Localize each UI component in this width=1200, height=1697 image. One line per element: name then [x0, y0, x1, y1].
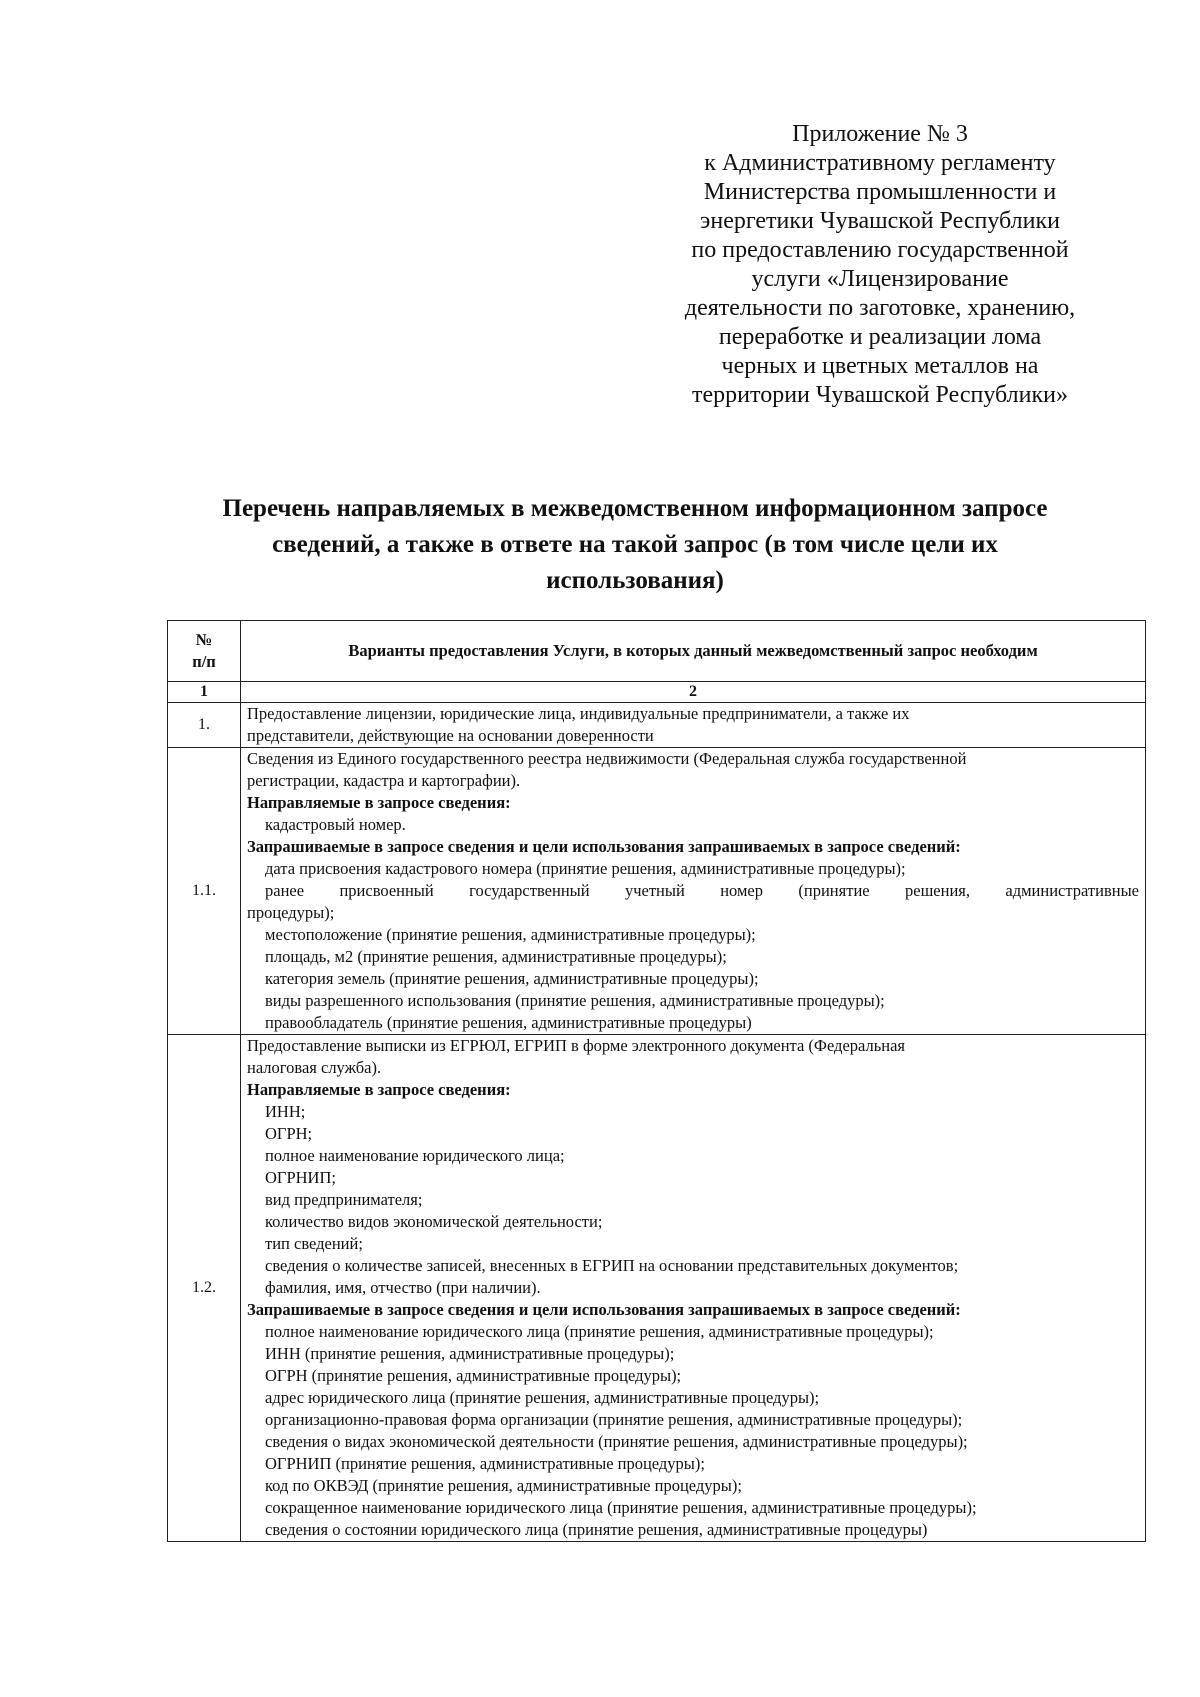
list-item: организационно-правовая форма организации (принятие решения, административные процедуры); — [265, 1410, 963, 1429]
header-num-cell — [168, 621, 241, 682]
appendix-line: к Административному регламенту — [704, 150, 1056, 176]
list-item: ОГРН; — [265, 1124, 313, 1143]
list-item: адрес юридического лица (принятие решения, административные процедуры); — [265, 1388, 820, 1407]
list-item: вид предпринимателя; — [265, 1190, 423, 1209]
row-text-line: Предоставление выписки из ЕГРЮЛ, ЕГРИП в форме электронного документа (Федеральная — [247, 1036, 905, 1055]
list-item: ИНН; — [265, 1102, 306, 1121]
document-title — [165, 491, 1105, 599]
row-text-line: Предоставление лицензии, юридические лица, индивидуальные предприниматели, а также их — [247, 704, 910, 723]
list-item: площадь, м2 (принятие решения, административные процедуры); — [265, 947, 727, 966]
list-item: местоположение (принятие решения, административные процедуры); — [265, 925, 756, 944]
row-content — [241, 703, 1146, 748]
requests-table — [167, 620, 1146, 1542]
index-col-2: 2 — [241, 682, 1146, 703]
list-item: кадастровый номер. — [265, 815, 406, 834]
row-number: 1.1. — [168, 748, 241, 1035]
list-item: ОГРНИП; — [265, 1168, 336, 1187]
list-item: ранее присвоенный государственный учетный номер (принятие решения, административные — [265, 881, 1139, 900]
row-text-line: регистрации, кадастра и картографии). — [247, 771, 521, 790]
appendix-line: территории Чувашской Республики» — [692, 382, 1068, 408]
list-item: сведения о видах экономической деятельности (принятие решения, административные процедуры); — [265, 1432, 968, 1451]
title-line: сведений, а также в ответе на такой запрос (в том числе цели их — [272, 531, 998, 558]
list-item: виды разрешенного использования (принятие решения, административные процедуры); — [265, 991, 885, 1010]
table-header-row — [168, 621, 1146, 682]
appendix-header — [640, 120, 1120, 410]
title-line: Перечень направляемых в межведомственном информационном запросе — [222, 495, 1048, 522]
sent-data-heading: Направляемые в запросе сведения: — [247, 793, 511, 812]
appendix-line: черных и цветных металлов на — [721, 353, 1039, 379]
appendix-line: услуги «Лицензирование — [751, 266, 1009, 292]
list-item: ОГРН (принятие решения, административные процедуры); — [265, 1366, 682, 1385]
list-item: код по ОКВЭД (принятие решения, административные процедуры); — [265, 1476, 742, 1495]
requested-data-heading: Запрашиваемые в запросе сведения и цели использования запрашиваемых в запросе сведений: — [247, 1300, 961, 1319]
list-item: количество видов экономической деятельности; — [265, 1212, 603, 1231]
row-text-line: представители, действующие на основании доверенности — [247, 726, 654, 745]
list-item: дата присвоения кадастрового номера (принятие решения, административные процедуры); — [265, 859, 906, 878]
list-item: тип сведений; — [265, 1234, 363, 1253]
appendix-line: переработке и реализации лома — [718, 324, 1042, 350]
list-item: правообладатель (принятие решения, административные процедуры) — [265, 1013, 752, 1032]
list-item: категория земель (принятие решения, административные процедуры); — [265, 969, 759, 988]
header-variants-cell: Варианты предоставления Услуги, в которых данный межведомственный запрос необходим — [241, 621, 1146, 682]
appendix-line: деятельности по заготовке, хранению, — [684, 295, 1076, 321]
row-text-line: Сведения из Единого государственного реестра недвижимости (Федеральная служба государственной — [247, 749, 967, 768]
table-row — [168, 703, 1146, 748]
row-text-line: налоговая служба). — [247, 1058, 382, 1077]
list-item: ОГРНИП (принятие решения, административные процедуры); — [265, 1454, 705, 1473]
appendix-line: по предоставлению государственной — [691, 237, 1069, 263]
table-row — [168, 1035, 1146, 1542]
list-item: сведения о состоянии юридического лица (принятие решения, административные процедуры) — [265, 1520, 928, 1539]
appendix-line: Министерства промышленности и — [703, 179, 1057, 205]
appendix-line: энергетики Чувашской Республики — [700, 208, 1060, 234]
appendix-line: Приложение № 3 — [792, 121, 968, 147]
index-col-1: 1 — [168, 682, 241, 703]
row-number: 1. — [168, 703, 241, 748]
list-item: сокращенное наименование юридического лица (принятие решения, административные процедуры); — [265, 1498, 977, 1517]
list-item: сведения о количестве записей, внесенных в ЕГРИП на основании представительных документов; — [265, 1256, 959, 1275]
row-content — [241, 748, 1146, 1035]
table-row — [168, 748, 1146, 1035]
list-item: фамилия, имя, отчество (при наличии). — [265, 1278, 541, 1297]
list-item: полное наименование юридического лица; — [265, 1146, 565, 1165]
sent-data-heading: Направляемые в запросе сведения: — [247, 1080, 511, 1099]
requested-data-heading: Запрашиваемые в запросе сведения и цели использования запрашиваемых в запросе сведений: — [247, 837, 961, 856]
list-item: ИНН (принятие решения, административные процедуры); — [265, 1344, 675, 1363]
row-number: 1.2. — [168, 1035, 241, 1542]
header-num-symbol: № — [195, 630, 213, 649]
table-index-row — [168, 682, 1146, 703]
title-line: использования) — [546, 567, 724, 594]
list-item: полное наименование юридического лица (принятие решения, административные процедуры); — [265, 1322, 934, 1341]
header-num-label: п/п — [192, 652, 216, 671]
list-item-continuation: процедуры); — [247, 903, 335, 922]
row-content — [241, 1035, 1146, 1542]
